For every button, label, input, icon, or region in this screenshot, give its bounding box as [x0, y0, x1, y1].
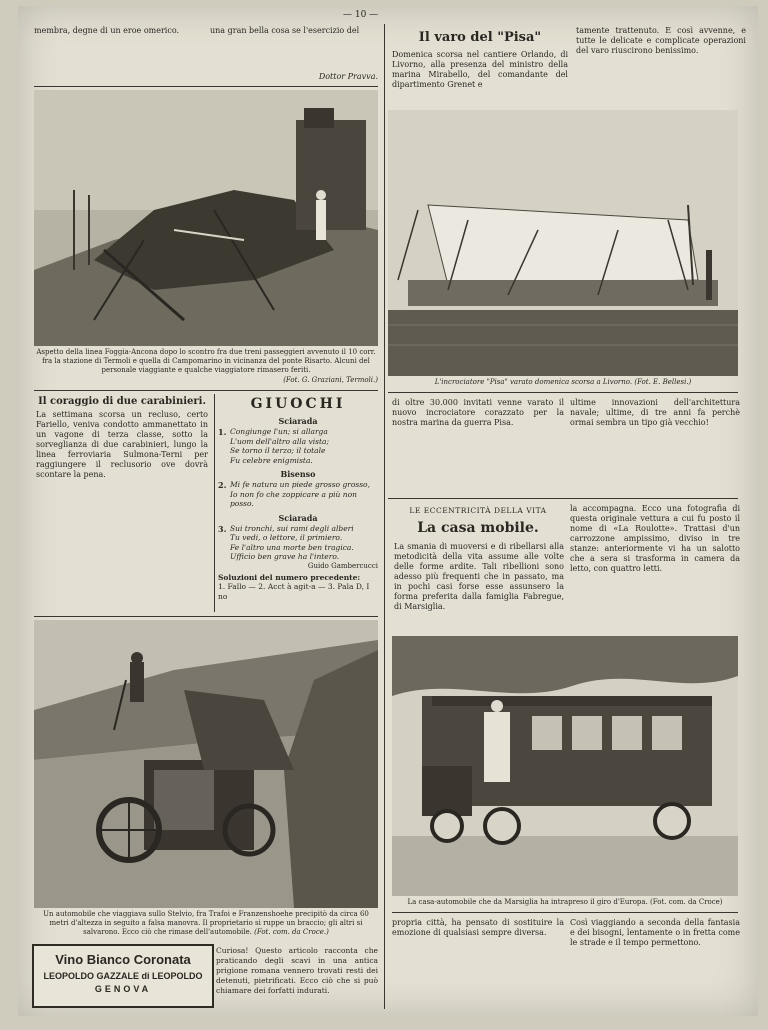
- casa-mobile-lower-column-1: propria città, ha pensato di sostituire la emozione di qualsiasi sempre diversa.: [392, 918, 564, 937]
- automobile-caption-credit: (Fot. com. da Croce.): [254, 928, 329, 936]
- casa-mobile-caption: [392, 898, 738, 908]
- page-number: — 10 —: [343, 10, 379, 20]
- pisa-title: Il varo del "Pisa": [418, 30, 542, 45]
- curiosa-text: Curiosa! Questo articolo racconta che praticando degli scavi in una antica prigione romana vennero trovati resti dei detenuti, pietrificati. Ecco ciò che si può chiamare dei forfatti indurati.: [216, 946, 378, 995]
- sciarada-1-line: Se torno il terzo; il totale: [230, 446, 326, 455]
- casa-mobile-photo: [392, 636, 738, 896]
- divider: [388, 392, 738, 393]
- train-wreck-photo: [34, 90, 378, 346]
- divider: [34, 616, 378, 617]
- giuochi-signature: Guido Gambercucci: [307, 561, 378, 570]
- carabinieri-title: Il coraggio di due carabinieri.: [38, 396, 206, 407]
- sciarada-1-number: 1.: [218, 427, 227, 437]
- bisenso-heading: Bisenso: [280, 469, 316, 479]
- sciarada-2-line: Tu vedi, o lettore, il primiero.: [230, 533, 343, 542]
- article-signature: Dottor Pravva.: [318, 72, 378, 81]
- automobile-photo: [34, 620, 378, 908]
- carabinieri-text: La settimana scorsa un recluso, certo Fariello, veniva condotto ammanettato in un vagone di terza classe, sotto la sorveglianza di due carabinieri, lungo la linea ferroviaria Sulmona-Terni per raggiungere il reclusorio ove dovrà scontare la pena.: [36, 410, 208, 479]
- divider: [34, 390, 378, 391]
- bisenso: [218, 480, 378, 509]
- pisa-ship-image: [388, 110, 738, 376]
- giuochi-box: [218, 396, 378, 612]
- divider: [34, 86, 378, 87]
- sciarada-2: [218, 524, 378, 572]
- pisa-caption: [390, 378, 736, 388]
- divider: [388, 498, 738, 499]
- sciarada-1-line: L'uom dell'altro alla vista;: [230, 436, 329, 446]
- sciarada-1-heading: Sciarada: [278, 416, 318, 426]
- pisa-caption-text: L'incrociatore "Pisa" varato domenica scorsa a Livorno.: [434, 378, 633, 386]
- sciarada-1: [218, 427, 378, 465]
- train-wreck-credit: (Fot. G. Graziani, Termoli.): [283, 376, 378, 384]
- automobile-image: [34, 620, 378, 908]
- sciarada-2-number: 3.: [218, 523, 227, 534]
- giuochi-solutions: 1. Fallo — 2. Acct à agit-a — 3. Pala D, I no: [218, 582, 370, 601]
- casa-mobile-image: [392, 636, 738, 896]
- newspaper-page: [18, 6, 758, 1016]
- casa-mobile-title: La casa mobile.: [417, 520, 539, 536]
- pisa-lower-column-2: ultime innovazioni dell'architettura navale; ultime, di tre anni fa perchè ormai sembra un tipo già vecchio!: [570, 398, 740, 427]
- pisa-column-1: Domenica scorsa nel cantiere Orlando, di Livorno, alla presenza del ministro della marina Mirabello, del comandante del dipartimento Grenet e: [392, 50, 568, 89]
- casa-mobile-column-1: La smania di muoversi e di ribellarsi alla metodicità della vita assume alle volte delle forme ardite. Tali ribellioni sono adesso più frequenti che in passato, ma in pochi casi forse esse assunsero la forma preferita dalla famiglia Fabregue, di Marsiglia.: [394, 542, 564, 611]
- pisa-photo: [388, 110, 738, 376]
- casa-mobile-caption-credit: (Fot. com. da Croce): [650, 898, 723, 906]
- sciarada-2-line: Fe l'altro una morte ben tragica.: [230, 542, 354, 552]
- bisenso-number: 2.: [218, 480, 227, 490]
- ad-producer: LEOPOLDO GAZZALE di LEOPOLDO: [43, 971, 203, 981]
- column-divider: [384, 24, 385, 1009]
- pisa-column-2: tamente trattenuto. E così avvenne, e tutte le delicate e complicate operazioni del varo riuscirono benissimo.: [576, 26, 746, 55]
- sciarada-2-line: Sui tronchi, sui rami degli alberi: [230, 523, 354, 533]
- wine-advertisement: [32, 944, 214, 1008]
- eccentricita-kicker: LE ECCENTRICITÀ DELLA VITA: [409, 506, 547, 515]
- ad-product-name: Vino Bianco Coronata: [55, 952, 191, 967]
- train-wreck-caption: Aspetto della linea Foggia-Ancona dopo lo scontro fra due treni passeggieri avvenuto il 10 corr. fra la stazione di Termoli e quella di Campomarino in vicinanza del ponte Risarto. Alcuni del personale viaggiante e qualche viaggiatore rimasero feriti.: [36, 348, 376, 374]
- automobile-caption-text: Un automobile che viaggiava sullo Stelvio, fra Trafoi e Franzenshoehe precipitò da circa 60 metri d'altezza in seguito a falsa manovra. Il proprietario si ruppe un braccio; gli altri si salvarono. Ecco ciò che rimase dell'automobile.: [43, 910, 369, 936]
- sciarada-2-heading: Sciarada: [278, 512, 318, 523]
- sciarada-1-line: Congiunge l'un; si allarga: [230, 427, 328, 436]
- bisenso-line: Io non fo che zoppicare a più non posso.: [230, 489, 357, 508]
- casa-mobile-lower-column-2: Così viaggiando a seconda della fantasia e dei bisogni, lentamente o in fretta come le strade e il tempo permettono.: [570, 918, 740, 947]
- sciarada-2-line: Ufficio ben grave ha l'intero.: [230, 552, 340, 561]
- casa-mobile-caption-text: La casa-automobile che da Marsiglia ha intrapreso il giro d'Europa.: [407, 898, 648, 906]
- train-wreck-image: [34, 90, 378, 346]
- giuochi-solutions-title: Soluzioni del numero precedente:: [218, 573, 361, 582]
- sciarada-1-line: Fu celebre enigmista.: [230, 455, 313, 465]
- ad-city: GENOVA: [94, 984, 152, 994]
- bisenso-line: Mi fe natura un piede grosso grosso,: [230, 480, 370, 489]
- divider: [392, 912, 738, 913]
- continuation-text-left: membra, degne di un eroe omerico.: [34, 26, 180, 35]
- column-divider: [214, 394, 215, 612]
- casa-mobile-column-2: la accompagna. Ecco una fotografia di questa originale vettura a cui fu posto il nome di «La Roulotte». Trattasi d'un carrozzone ampissimo, diviso in tre stanze: anteriormente vi ha un salotto che a sera si trasforma in camera da letto, con quattro letti.: [570, 504, 740, 573]
- automobile-caption: [34, 910, 378, 938]
- pisa-caption-credit: (Fot. E. Bellesi.): [634, 378, 692, 386]
- giuochi-title: GIUOCHI: [250, 396, 346, 412]
- pisa-lower-column-1: di oltre 30.000 invitati venne varato il nuovo incrociatore corazzato per la nostra marina da guerra Pisa.: [392, 398, 564, 427]
- continuation-text-right: una gran bella cosa se l'esercizio del: [210, 26, 360, 35]
